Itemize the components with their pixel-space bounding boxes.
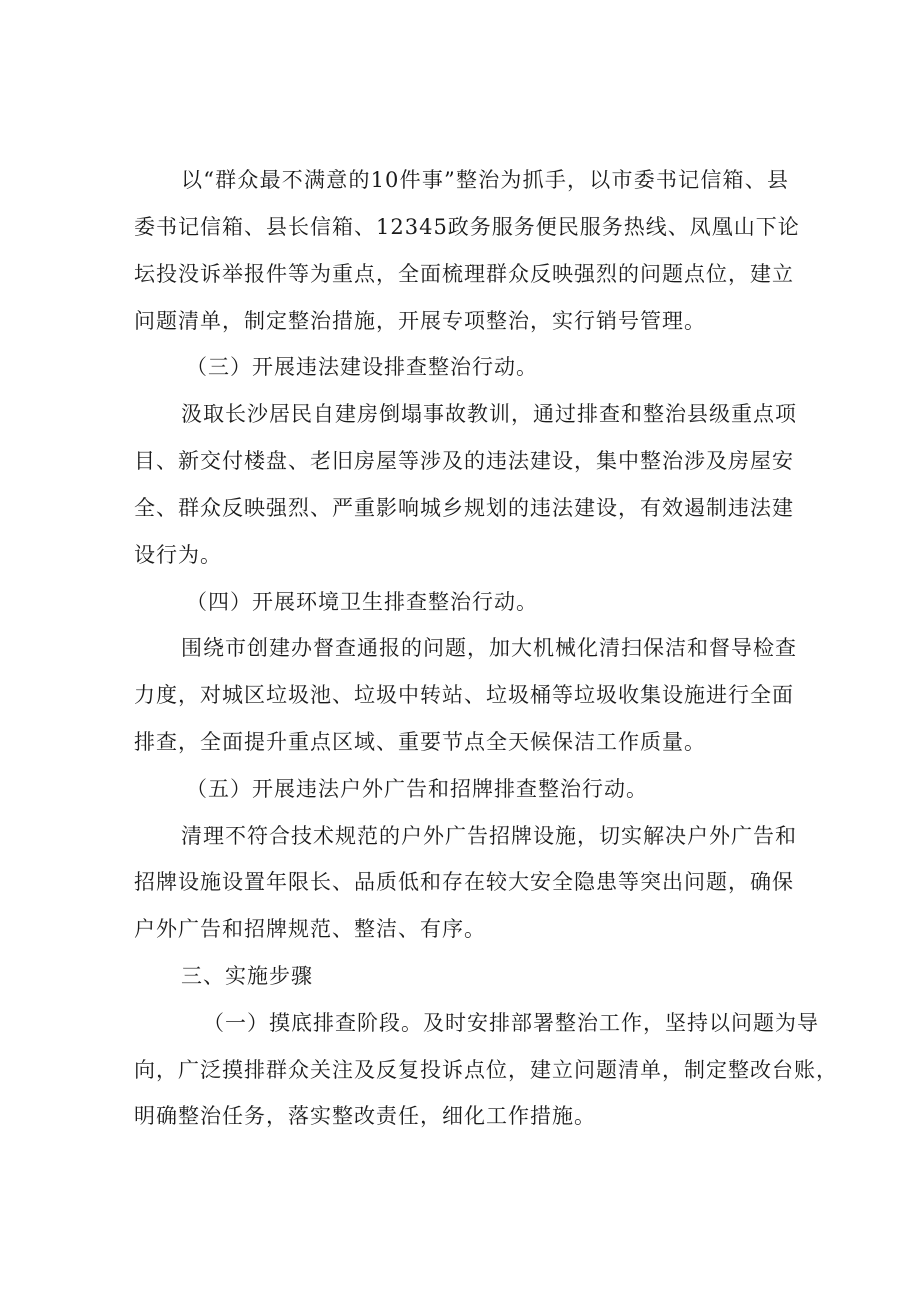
paragraph-line: 向，广泛摸排群众关注及反复投诉点位，建立问题清单，制定整改台账， xyxy=(134,1058,838,1082)
paragraph-line: 招牌设施设置年限长、品质低和存在较大安全隐患等突出问题，确保 xyxy=(134,870,794,894)
paragraph-line: 坛投没诉举报件等为重点，全面梳理群众反映强烈的问题点位，建立 xyxy=(134,262,794,286)
paragraph-line: 围绕市创建办督查通报的问题，加大机械化清扫保洁和督导检查 xyxy=(181,636,797,660)
paragraph-line: 委书记信箱、县长信箱、12345政务服务便民服务热线、凤凰山下论 xyxy=(134,215,800,239)
paragraph-line: 清理不符合技术规范的户外广告招牌设施，切实解决户外广告和 xyxy=(181,824,797,848)
paragraph-line: 问题清单，制定整治措施，开展专项整治，实行销号管理。 xyxy=(134,309,706,333)
section-heading: （四）开展环境卫生排查整治行动。 xyxy=(186,590,538,614)
paragraph-line: 设行为。 xyxy=(134,543,222,567)
section-heading: （三）开展违法建设排查整治行动。 xyxy=(186,355,538,379)
section-title: 三、实施步骤 xyxy=(181,964,313,988)
paragraph-line: 明确整治任务，落实整改责任，细化工作措施。 xyxy=(134,1104,596,1128)
paragraph-line: 以“群众最不满意的10件事”整治为抓手，以市委书记信箱、县 xyxy=(181,168,789,192)
paragraph-line: 户外广告和招牌规范、整洁、有序。 xyxy=(134,917,486,941)
paragraph-line: 汲取长沙居民自建房倒塌事故教训，通过排查和整治县级重点项 xyxy=(181,402,797,426)
paragraph-line: 目、新交付楼盘、老旧房屋等涉及的违法建设，集中整治涉及房屋安 xyxy=(134,449,794,473)
section-heading: （五）开展违法户外广告和招牌排查整治行动。 xyxy=(186,777,648,801)
paragraph-line: （一）摸底排查阶段。及时安排部署整治工作，坚持以问题为导 xyxy=(203,1011,819,1035)
paragraph-line: 全、群众反映强烈、严重影响城乡规划的违法建设，有效遏制违法建 xyxy=(134,496,794,520)
paragraph-line: 排查，全面提升重点区域、重要节点全天候保洁工作质量。 xyxy=(134,730,706,754)
paragraph-line: 力度，对城区垃圾池、垃圾中转站、垃圾桶等垃圾收集设施进行全面 xyxy=(134,683,794,707)
